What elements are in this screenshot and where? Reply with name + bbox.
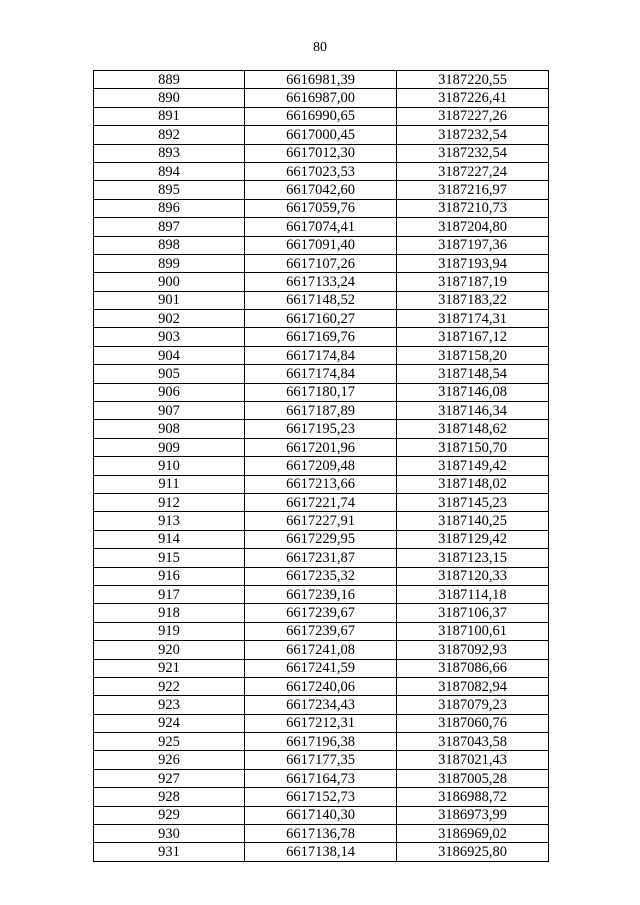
point-number-cell: 921 — [94, 659, 245, 677]
x-coordinate-cell: 6617209,48 — [245, 457, 397, 475]
point-number-cell: 913 — [94, 512, 245, 530]
table-row — [94, 751, 549, 769]
table-row — [94, 585, 549, 603]
point-number-cell: 895 — [94, 181, 245, 199]
point-number-cell: 902 — [94, 310, 245, 328]
x-coordinate-cell: 6617148,52 — [245, 291, 397, 309]
y-coordinate-cell: 3187158,20 — [397, 346, 549, 364]
point-number-cell: 898 — [94, 236, 245, 254]
table-row — [94, 144, 549, 162]
table-row — [94, 549, 549, 567]
point-number-cell: 894 — [94, 162, 245, 180]
y-coordinate-cell: 3187216,97 — [397, 181, 549, 199]
point-number-cell: 907 — [94, 402, 245, 420]
y-coordinate-cell: 3187060,76 — [397, 714, 549, 732]
x-coordinate-cell: 6617212,31 — [245, 714, 397, 732]
x-coordinate-cell: 6617239,16 — [245, 585, 397, 603]
x-coordinate-cell: 6617221,74 — [245, 493, 397, 511]
table-row — [94, 291, 549, 309]
table-row — [94, 328, 549, 346]
y-coordinate-cell: 3187232,54 — [397, 144, 549, 162]
point-number-cell: 918 — [94, 604, 245, 622]
table-row — [94, 254, 549, 272]
x-coordinate-cell: 6617174,84 — [245, 365, 397, 383]
point-number-cell: 922 — [94, 677, 245, 695]
table-row — [94, 126, 549, 144]
x-coordinate-cell: 6617177,35 — [245, 751, 397, 769]
table-row — [94, 199, 549, 217]
point-number-cell: 931 — [94, 843, 245, 861]
point-number-cell: 908 — [94, 420, 245, 438]
x-coordinate-cell: 6617074,41 — [245, 218, 397, 236]
point-number-cell: 906 — [94, 383, 245, 401]
point-number-cell: 927 — [94, 769, 245, 787]
x-coordinate-cell: 6617241,59 — [245, 659, 397, 677]
x-coordinate-cell: 6617234,43 — [245, 696, 397, 714]
x-coordinate-cell: 6617241,08 — [245, 641, 397, 659]
point-number-cell: 891 — [94, 107, 245, 125]
page-number: 80 — [313, 40, 327, 55]
y-coordinate-cell: 3187043,58 — [397, 733, 549, 751]
point-number-cell: 911 — [94, 475, 245, 493]
table-row — [94, 843, 549, 861]
x-coordinate-cell: 6617213,66 — [245, 475, 397, 493]
y-coordinate-cell: 3187187,19 — [397, 273, 549, 291]
table-row — [94, 420, 549, 438]
y-coordinate-cell: 3186973,99 — [397, 806, 549, 824]
y-coordinate-cell: 3187140,25 — [397, 512, 549, 530]
x-coordinate-cell: 6617169,76 — [245, 328, 397, 346]
point-number-cell: 897 — [94, 218, 245, 236]
y-coordinate-cell: 3187193,94 — [397, 254, 549, 272]
x-coordinate-cell: 6617152,73 — [245, 788, 397, 806]
x-coordinate-cell: 6617231,87 — [245, 549, 397, 567]
y-coordinate-cell: 3187082,94 — [397, 677, 549, 695]
table-row — [94, 733, 549, 751]
table-row — [94, 567, 549, 585]
y-coordinate-cell: 3187227,26 — [397, 107, 549, 125]
x-coordinate-cell: 6617239,67 — [245, 622, 397, 640]
table-row — [94, 825, 549, 843]
point-number-cell: 893 — [94, 144, 245, 162]
y-coordinate-cell: 3187197,36 — [397, 236, 549, 254]
table-row — [94, 604, 549, 622]
y-coordinate-cell: 3187150,70 — [397, 438, 549, 456]
coordinates-table — [93, 70, 549, 862]
point-number-cell: 905 — [94, 365, 245, 383]
table-row — [94, 641, 549, 659]
point-number-cell: 903 — [94, 328, 245, 346]
table-row — [94, 89, 549, 107]
x-coordinate-cell: 6617240,06 — [245, 677, 397, 695]
point-number-cell: 896 — [94, 199, 245, 217]
point-number-cell: 909 — [94, 438, 245, 456]
x-coordinate-cell: 6617133,24 — [245, 273, 397, 291]
point-number-cell: 923 — [94, 696, 245, 714]
point-number-cell: 915 — [94, 549, 245, 567]
y-coordinate-cell: 3187021,43 — [397, 751, 549, 769]
point-number-cell: 900 — [94, 273, 245, 291]
x-coordinate-cell: 6616981,39 — [245, 71, 397, 89]
y-coordinate-cell: 3187145,23 — [397, 493, 549, 511]
table-row — [94, 659, 549, 677]
y-coordinate-cell: 3187227,24 — [397, 162, 549, 180]
y-coordinate-cell: 3187183,22 — [397, 291, 549, 309]
y-coordinate-cell: 3186969,02 — [397, 825, 549, 843]
x-coordinate-cell: 6617042,60 — [245, 181, 397, 199]
table-row — [94, 457, 549, 475]
table-row — [94, 806, 549, 824]
y-coordinate-cell: 3187226,41 — [397, 89, 549, 107]
point-number-cell: 930 — [94, 825, 245, 843]
y-coordinate-cell: 3187129,42 — [397, 530, 549, 548]
x-coordinate-cell: 6617239,67 — [245, 604, 397, 622]
point-number-cell: 904 — [94, 346, 245, 364]
x-coordinate-cell: 6617174,84 — [245, 346, 397, 364]
point-number-cell: 892 — [94, 126, 245, 144]
x-coordinate-cell: 6617227,91 — [245, 512, 397, 530]
point-number-cell: 925 — [94, 733, 245, 751]
point-number-cell: 889 — [94, 71, 245, 89]
table-row — [94, 788, 549, 806]
point-number-cell: 929 — [94, 806, 245, 824]
y-coordinate-cell: 3187146,34 — [397, 402, 549, 420]
table-row — [94, 512, 549, 530]
x-coordinate-cell: 6616990,65 — [245, 107, 397, 125]
y-coordinate-cell: 3187120,33 — [397, 567, 549, 585]
y-coordinate-cell: 3187106,37 — [397, 604, 549, 622]
point-number-cell: 928 — [94, 788, 245, 806]
y-coordinate-cell: 3186925,80 — [397, 843, 549, 861]
point-number-cell: 924 — [94, 714, 245, 732]
y-coordinate-cell: 3186988,72 — [397, 788, 549, 806]
x-coordinate-cell: 6617023,53 — [245, 162, 397, 180]
x-coordinate-cell: 6617136,78 — [245, 825, 397, 843]
y-coordinate-cell: 3187232,54 — [397, 126, 549, 144]
y-coordinate-cell: 3187148,54 — [397, 365, 549, 383]
table-row — [94, 346, 549, 364]
x-coordinate-cell: 6617229,95 — [245, 530, 397, 548]
coordinates-table-body — [94, 71, 549, 862]
table-row — [94, 475, 549, 493]
x-coordinate-cell: 6617187,89 — [245, 402, 397, 420]
point-number-cell: 901 — [94, 291, 245, 309]
y-coordinate-cell: 3187146,08 — [397, 383, 549, 401]
table-row — [94, 714, 549, 732]
y-coordinate-cell: 3187167,12 — [397, 328, 549, 346]
point-number-cell: 899 — [94, 254, 245, 272]
point-number-cell: 920 — [94, 641, 245, 659]
x-coordinate-cell: 6617180,17 — [245, 383, 397, 401]
x-coordinate-cell: 6617012,30 — [245, 144, 397, 162]
table-row — [94, 310, 549, 328]
table-row — [94, 769, 549, 787]
table-row — [94, 236, 549, 254]
table-row — [94, 365, 549, 383]
y-coordinate-cell: 3187079,23 — [397, 696, 549, 714]
point-number-cell: 890 — [94, 89, 245, 107]
y-coordinate-cell: 3187123,15 — [397, 549, 549, 567]
table-row — [94, 181, 549, 199]
x-coordinate-cell: 6617059,76 — [245, 199, 397, 217]
y-coordinate-cell: 3187148,02 — [397, 475, 549, 493]
table-row — [94, 218, 549, 236]
x-coordinate-cell: 6617138,14 — [245, 843, 397, 861]
table-row — [94, 438, 549, 456]
y-coordinate-cell: 3187210,73 — [397, 199, 549, 217]
table-row — [94, 622, 549, 640]
x-coordinate-cell: 6617196,38 — [245, 733, 397, 751]
x-coordinate-cell: 6617091,40 — [245, 236, 397, 254]
y-coordinate-cell: 3187100,61 — [397, 622, 549, 640]
y-coordinate-cell: 3187092,93 — [397, 641, 549, 659]
table-row — [94, 677, 549, 695]
y-coordinate-cell: 3187149,42 — [397, 457, 549, 475]
y-coordinate-cell: 3187204,80 — [397, 218, 549, 236]
y-coordinate-cell: 3187174,31 — [397, 310, 549, 328]
point-number-cell: 914 — [94, 530, 245, 548]
x-coordinate-cell: 6617235,32 — [245, 567, 397, 585]
point-number-cell: 926 — [94, 751, 245, 769]
y-coordinate-cell: 3187220,55 — [397, 71, 549, 89]
point-number-cell: 910 — [94, 457, 245, 475]
table-row — [94, 107, 549, 125]
y-coordinate-cell: 3187148,62 — [397, 420, 549, 438]
table-row — [94, 273, 549, 291]
table-row — [94, 383, 549, 401]
table-row — [94, 162, 549, 180]
x-coordinate-cell: 6617201,96 — [245, 438, 397, 456]
x-coordinate-cell: 6616987,00 — [245, 89, 397, 107]
x-coordinate-cell: 6617195,23 — [245, 420, 397, 438]
table-row — [94, 530, 549, 548]
table-row — [94, 493, 549, 511]
x-coordinate-cell: 6617107,26 — [245, 254, 397, 272]
point-number-cell: 919 — [94, 622, 245, 640]
table-row — [94, 71, 549, 89]
point-number-cell: 912 — [94, 493, 245, 511]
point-number-cell: 916 — [94, 567, 245, 585]
table-row — [94, 402, 549, 420]
y-coordinate-cell: 3187005,28 — [397, 769, 549, 787]
point-number-cell: 917 — [94, 585, 245, 603]
table-row — [94, 696, 549, 714]
x-coordinate-cell: 6617160,27 — [245, 310, 397, 328]
y-coordinate-cell: 3187114,18 — [397, 585, 549, 603]
x-coordinate-cell: 6617164,73 — [245, 769, 397, 787]
x-coordinate-cell: 6617000,45 — [245, 126, 397, 144]
x-coordinate-cell: 6617140,30 — [245, 806, 397, 824]
y-coordinate-cell: 3187086,66 — [397, 659, 549, 677]
